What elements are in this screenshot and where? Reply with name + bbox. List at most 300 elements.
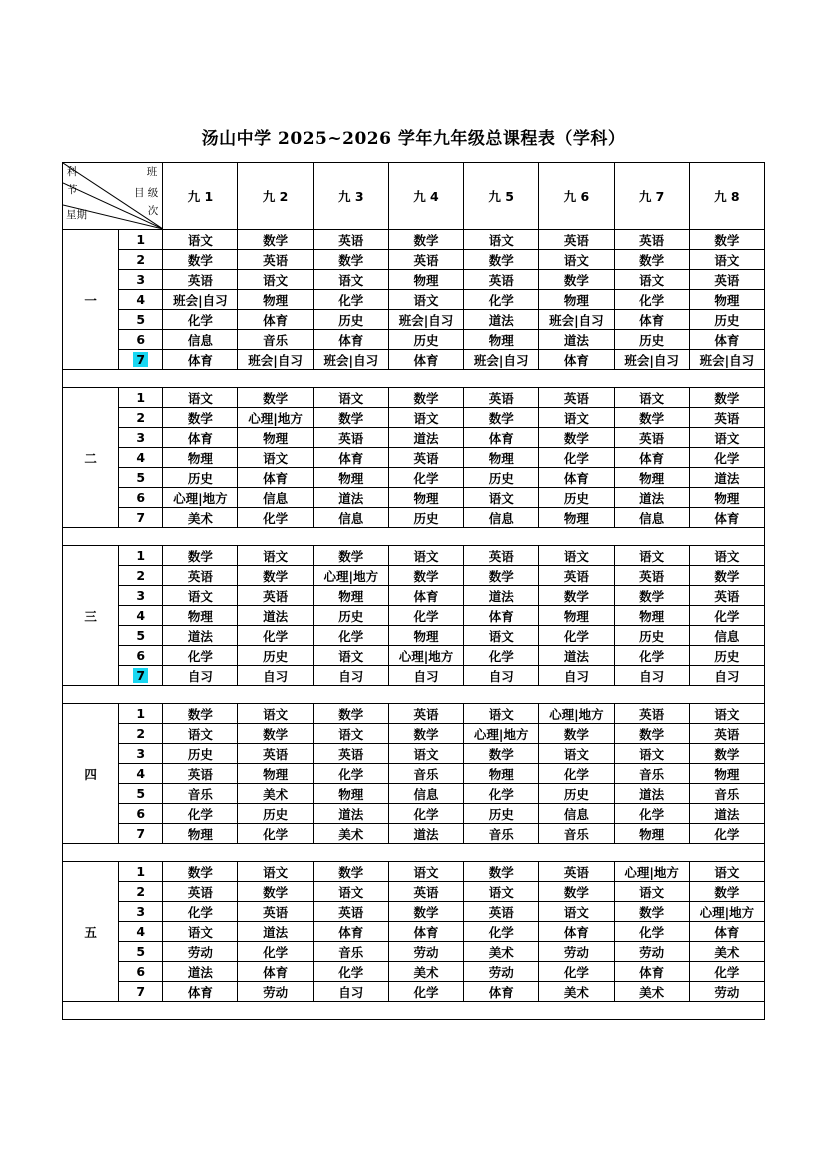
course-cell: 语文 xyxy=(313,388,388,408)
course-cell: 体育 xyxy=(464,428,539,448)
course-cell: 化学 xyxy=(689,962,764,982)
course-cell: 道法 xyxy=(464,586,539,606)
course-cell: 自习 xyxy=(614,666,689,686)
course-cell: 数学 xyxy=(614,724,689,744)
course-cell: 化学 xyxy=(689,448,764,468)
block-spacer-row xyxy=(63,844,765,862)
corner-diagonal-box xyxy=(63,163,162,229)
course-cell: 数学 xyxy=(163,408,238,428)
course-cell: 语文 xyxy=(689,428,764,448)
course-cell: 历史 xyxy=(614,330,689,350)
course-cell: 数学 xyxy=(388,724,463,744)
course-cell: 道法 xyxy=(388,428,463,448)
course-cell: 美术 xyxy=(689,942,764,962)
course-cell: 化学 xyxy=(539,626,614,646)
class-header-2: 九 2 xyxy=(238,163,313,230)
course-cell: 英语 xyxy=(614,566,689,586)
course-cell: 化学 xyxy=(539,962,614,982)
block-spacer-cell xyxy=(63,844,765,862)
course-cell: 体育 xyxy=(614,962,689,982)
course-cell: 语文 xyxy=(539,744,614,764)
course-cell: 历史 xyxy=(388,330,463,350)
course-cell: 数学 xyxy=(539,428,614,448)
course-cell: 道法 xyxy=(238,922,313,942)
course-cell: 数学 xyxy=(689,744,764,764)
course-cell: 语文 xyxy=(539,250,614,270)
course-cell: 物理 xyxy=(464,764,539,784)
course-cell: 数学 xyxy=(163,546,238,566)
page-title: 汤山中学 2025~2026 学年九年级总课程表（学科） xyxy=(201,129,626,149)
period-number: 6 xyxy=(119,646,163,666)
day-label-4: 四 xyxy=(63,704,119,844)
course-cell: 美术 xyxy=(539,982,614,1002)
course-cell: 数学 xyxy=(313,408,388,428)
course-cell: 自习 xyxy=(163,666,238,686)
course-cell: 英语 xyxy=(464,270,539,290)
course-cell: 物理 xyxy=(464,448,539,468)
course-cell: 心理|地方 xyxy=(388,646,463,666)
course-cell: 语文 xyxy=(313,270,388,290)
course-cell: 化学 xyxy=(163,804,238,824)
course-cell: 自习 xyxy=(313,982,388,1002)
course-cell: 美术 xyxy=(464,942,539,962)
course-cell: 心理|地方 xyxy=(163,488,238,508)
course-cell: 英语 xyxy=(388,704,463,724)
course-cell: 物理 xyxy=(388,270,463,290)
period-number: 2 xyxy=(119,566,163,586)
course-cell: 物理 xyxy=(238,428,313,448)
course-cell: 班会|自习 xyxy=(313,350,388,370)
course-cell: 英语 xyxy=(464,902,539,922)
course-cell: 物理 xyxy=(163,606,238,626)
course-cell: 班会|自习 xyxy=(689,350,764,370)
course-cell: 心理|地方 xyxy=(614,862,689,882)
table-row xyxy=(63,310,765,330)
course-cell: 语文 xyxy=(689,704,764,724)
day-label-2: 二 xyxy=(63,388,119,528)
course-cell: 历史 xyxy=(539,784,614,804)
course-cell: 体育 xyxy=(163,428,238,448)
course-cell: 美术 xyxy=(238,784,313,804)
day-label-3: 三 xyxy=(63,546,119,686)
course-cell: 英语 xyxy=(163,270,238,290)
course-cell: 语文 xyxy=(539,902,614,922)
course-cell: 数学 xyxy=(539,882,614,902)
period-number: 5 xyxy=(119,310,163,330)
course-cell: 语文 xyxy=(464,230,539,250)
course-cell: 物理 xyxy=(464,330,539,350)
course-cell: 英语 xyxy=(539,862,614,882)
course-cell: 英语 xyxy=(539,566,614,586)
course-cell: 物理 xyxy=(539,290,614,310)
table-row xyxy=(63,902,765,922)
course-cell: 体育 xyxy=(539,468,614,488)
course-cell: 语文 xyxy=(689,250,764,270)
period-number: 5 xyxy=(119,942,163,962)
course-cell: 语文 xyxy=(614,882,689,902)
corner-order-label: 目 级 xyxy=(133,187,159,199)
course-cell: 物理 xyxy=(614,606,689,626)
course-cell: 物理 xyxy=(163,448,238,468)
course-cell: 英语 xyxy=(614,428,689,448)
course-cell: 数学 xyxy=(689,230,764,250)
course-cell: 物理 xyxy=(614,468,689,488)
table-row xyxy=(63,764,765,784)
course-cell: 劳动 xyxy=(388,942,463,962)
corner-period-label: 节 xyxy=(67,184,78,196)
course-cell: 英语 xyxy=(464,388,539,408)
course-cell: 美术 xyxy=(614,982,689,1002)
course-cell: 英语 xyxy=(238,744,313,764)
course-cell: 历史 xyxy=(238,646,313,666)
course-cell: 英语 xyxy=(689,270,764,290)
course-cell: 班会|自习 xyxy=(464,350,539,370)
course-cell: 化学 xyxy=(614,922,689,942)
course-cell: 体育 xyxy=(689,508,764,528)
course-cell: 体育 xyxy=(689,922,764,942)
period-number: 6 xyxy=(119,962,163,982)
period-number: 1 xyxy=(119,230,163,250)
timetable-body xyxy=(63,163,765,1020)
course-cell: 数学 xyxy=(614,586,689,606)
period-number: 2 xyxy=(119,724,163,744)
course-cell: 语文 xyxy=(313,646,388,666)
course-cell: 美术 xyxy=(163,508,238,528)
course-cell: 道法 xyxy=(238,606,313,626)
course-cell: 道法 xyxy=(689,468,764,488)
course-cell: 信息 xyxy=(238,488,313,508)
course-cell: 语文 xyxy=(689,862,764,882)
course-cell: 数学 xyxy=(464,566,539,586)
course-cell: 自习 xyxy=(313,666,388,686)
course-cell: 英语 xyxy=(163,764,238,784)
course-cell: 语文 xyxy=(238,546,313,566)
course-cell: 信息 xyxy=(313,508,388,528)
course-cell: 数学 xyxy=(614,902,689,922)
course-cell: 化学 xyxy=(464,922,539,942)
block-spacer-row xyxy=(63,528,765,546)
table-row xyxy=(63,666,765,686)
course-cell: 物理 xyxy=(313,586,388,606)
table-row xyxy=(63,270,765,290)
course-cell: 英语 xyxy=(388,250,463,270)
period-number: 1 xyxy=(119,388,163,408)
table-row xyxy=(63,468,765,488)
course-cell: 数学 xyxy=(539,586,614,606)
course-cell: 心理|地方 xyxy=(238,408,313,428)
course-cell: 历史 xyxy=(464,804,539,824)
course-cell: 劳动 xyxy=(539,942,614,962)
period-number: 4 xyxy=(119,606,163,626)
course-cell: 化学 xyxy=(464,290,539,310)
class-header-1: 九 1 xyxy=(163,163,238,230)
course-cell: 班会|自习 xyxy=(539,310,614,330)
course-cell: 历史 xyxy=(388,508,463,528)
course-cell: 语文 xyxy=(163,230,238,250)
course-cell: 信息 xyxy=(163,330,238,350)
course-cell: 数学 xyxy=(689,882,764,902)
course-cell: 历史 xyxy=(163,468,238,488)
course-cell: 数学 xyxy=(313,862,388,882)
period-number: 3 xyxy=(119,270,163,290)
course-cell: 信息 xyxy=(464,508,539,528)
course-cell: 化学 xyxy=(614,290,689,310)
course-cell: 英语 xyxy=(238,586,313,606)
course-cell: 语文 xyxy=(539,408,614,428)
course-cell: 体育 xyxy=(238,962,313,982)
course-cell: 心理|地方 xyxy=(539,704,614,724)
class-header-3: 九 3 xyxy=(313,163,388,230)
course-cell: 化学 xyxy=(689,606,764,626)
course-cell: 自习 xyxy=(539,666,614,686)
course-cell: 音乐 xyxy=(313,942,388,962)
course-cell: 物理 xyxy=(238,290,313,310)
course-cell: 道法 xyxy=(539,646,614,666)
table-row xyxy=(63,824,765,844)
course-cell: 物理 xyxy=(539,508,614,528)
period-number xyxy=(119,666,163,686)
course-cell: 化学 xyxy=(238,626,313,646)
course-cell: 数学 xyxy=(689,566,764,586)
course-cell: 数学 xyxy=(238,388,313,408)
period-number: 3 xyxy=(119,744,163,764)
course-cell: 数学 xyxy=(464,408,539,428)
course-cell: 音乐 xyxy=(388,764,463,784)
block-spacer-row xyxy=(63,1002,765,1020)
course-cell: 美术 xyxy=(313,824,388,844)
course-cell: 英语 xyxy=(689,586,764,606)
class-header-5: 九 5 xyxy=(464,163,539,230)
table-row xyxy=(63,448,765,468)
block-spacer-cell xyxy=(63,686,765,704)
course-cell: 物理 xyxy=(313,784,388,804)
course-cell: 化学 xyxy=(313,626,388,646)
period-number: 7 xyxy=(119,508,163,528)
table-row xyxy=(63,488,765,508)
course-cell: 自习 xyxy=(689,666,764,686)
course-cell: 英语 xyxy=(539,230,614,250)
table-row xyxy=(63,982,765,1002)
period-number: 5 xyxy=(119,626,163,646)
course-cell: 音乐 xyxy=(689,784,764,804)
course-cell: 化学 xyxy=(163,310,238,330)
course-cell: 语文 xyxy=(313,724,388,744)
course-cell: 数学 xyxy=(163,862,238,882)
course-cell: 语文 xyxy=(388,290,463,310)
course-cell: 心理|地方 xyxy=(464,724,539,744)
course-cell: 体育 xyxy=(539,350,614,370)
course-cell: 物理 xyxy=(388,488,463,508)
course-cell: 英语 xyxy=(313,902,388,922)
period-number: 6 xyxy=(119,330,163,350)
course-cell: 语文 xyxy=(163,586,238,606)
course-cell: 音乐 xyxy=(163,784,238,804)
class-header-8: 九 8 xyxy=(689,163,764,230)
course-cell: 语文 xyxy=(238,270,313,290)
course-cell: 体育 xyxy=(464,982,539,1002)
course-cell: 音乐 xyxy=(614,764,689,784)
period-number: 1 xyxy=(119,704,163,724)
course-cell: 语文 xyxy=(614,744,689,764)
course-cell: 信息 xyxy=(689,626,764,646)
period-number-highlight: 7 xyxy=(133,668,148,683)
course-cell: 道法 xyxy=(313,488,388,508)
course-cell: 道法 xyxy=(689,804,764,824)
course-cell: 化学 xyxy=(313,962,388,982)
course-cell: 英语 xyxy=(388,448,463,468)
course-cell: 体育 xyxy=(388,586,463,606)
course-cell: 化学 xyxy=(614,646,689,666)
course-cell: 心理|地方 xyxy=(689,902,764,922)
table-row xyxy=(63,330,765,350)
course-cell: 数学 xyxy=(388,388,463,408)
course-cell: 英语 xyxy=(238,902,313,922)
course-cell: 语文 xyxy=(464,626,539,646)
course-cell: 数学 xyxy=(238,230,313,250)
course-cell: 语文 xyxy=(238,862,313,882)
table-row xyxy=(63,804,765,824)
day-label-1: 一 xyxy=(63,230,119,370)
course-cell: 道法 xyxy=(614,784,689,804)
table-row xyxy=(63,606,765,626)
course-cell: 化学 xyxy=(388,606,463,626)
course-cell: 数学 xyxy=(464,744,539,764)
course-cell: 语文 xyxy=(163,724,238,744)
course-cell: 化学 xyxy=(388,982,463,1002)
class-header-7: 九 7 xyxy=(614,163,689,230)
table-row xyxy=(63,290,765,310)
day-label-5: 五 xyxy=(63,862,119,1002)
course-cell: 数学 xyxy=(388,230,463,250)
course-cell: 数学 xyxy=(539,724,614,744)
course-cell: 语文 xyxy=(388,546,463,566)
course-cell: 数学 xyxy=(238,724,313,744)
course-cell: 语文 xyxy=(238,704,313,724)
period-number: 3 xyxy=(119,902,163,922)
table-row xyxy=(63,388,765,408)
table-row xyxy=(63,408,765,428)
course-cell: 班会|自习 xyxy=(614,350,689,370)
course-cell: 音乐 xyxy=(238,330,313,350)
course-cell: 语文 xyxy=(313,882,388,902)
period-number: 7 xyxy=(119,824,163,844)
table-row xyxy=(63,942,765,962)
table-row xyxy=(63,566,765,586)
course-cell: 体育 xyxy=(313,330,388,350)
course-cell: 英语 xyxy=(614,230,689,250)
course-cell: 物理 xyxy=(689,764,764,784)
course-cell: 数学 xyxy=(163,704,238,724)
course-cell: 班会|自习 xyxy=(238,350,313,370)
course-cell: 历史 xyxy=(313,310,388,330)
course-cell: 语文 xyxy=(238,448,313,468)
course-cell: 历史 xyxy=(689,310,764,330)
period-number: 6 xyxy=(119,488,163,508)
course-cell: 语文 xyxy=(689,546,764,566)
course-cell: 道法 xyxy=(614,488,689,508)
course-cell: 化学 xyxy=(388,468,463,488)
course-cell: 体育 xyxy=(464,606,539,626)
corner-header xyxy=(63,163,163,230)
course-cell: 物理 xyxy=(689,290,764,310)
table-row xyxy=(63,882,765,902)
course-cell: 数学 xyxy=(313,546,388,566)
period-number: 3 xyxy=(119,428,163,448)
table-row xyxy=(63,250,765,270)
timetable xyxy=(62,162,765,1020)
course-cell: 化学 xyxy=(238,508,313,528)
course-cell: 道法 xyxy=(163,626,238,646)
course-cell: 道法 xyxy=(163,962,238,982)
course-cell: 音乐 xyxy=(539,824,614,844)
corner-class-label: 班 xyxy=(146,166,158,178)
course-cell: 信息 xyxy=(388,784,463,804)
block-spacer-cell xyxy=(63,528,765,546)
course-cell: 化学 xyxy=(313,290,388,310)
course-cell: 数学 xyxy=(464,250,539,270)
course-cell: 自习 xyxy=(464,666,539,686)
course-cell: 语文 xyxy=(464,882,539,902)
course-cell: 英语 xyxy=(313,230,388,250)
course-cell: 英语 xyxy=(238,250,313,270)
course-cell: 体育 xyxy=(238,310,313,330)
course-cell: 语文 xyxy=(464,704,539,724)
period-number-highlight: 7 xyxy=(133,352,148,367)
course-cell: 语文 xyxy=(388,744,463,764)
course-cell: 音乐 xyxy=(464,824,539,844)
table-row xyxy=(63,428,765,448)
period-number: 4 xyxy=(119,764,163,784)
block-spacer-cell xyxy=(63,1002,765,1020)
course-cell: 道法 xyxy=(313,804,388,824)
course-cell: 语文 xyxy=(388,862,463,882)
course-cell: 数学 xyxy=(614,250,689,270)
course-cell: 体育 xyxy=(238,468,313,488)
course-cell: 物理 xyxy=(163,824,238,844)
course-cell: 美术 xyxy=(388,962,463,982)
period-number: 5 xyxy=(119,468,163,488)
course-cell: 化学 xyxy=(238,942,313,962)
course-cell: 历史 xyxy=(464,468,539,488)
course-cell: 数学 xyxy=(539,270,614,290)
class-header-4: 九 4 xyxy=(388,163,463,230)
timetable-sheet xyxy=(62,162,765,1020)
course-cell: 物理 xyxy=(614,824,689,844)
course-cell: 数学 xyxy=(464,862,539,882)
block-spacer-cell xyxy=(63,370,765,388)
course-cell: 数学 xyxy=(689,388,764,408)
period-number: 3 xyxy=(119,586,163,606)
period-number: 4 xyxy=(119,290,163,310)
period-number: 4 xyxy=(119,922,163,942)
table-row xyxy=(63,744,765,764)
course-cell: 英语 xyxy=(388,882,463,902)
course-cell: 信息 xyxy=(614,508,689,528)
course-cell: 英语 xyxy=(539,388,614,408)
course-cell: 英语 xyxy=(614,704,689,724)
course-cell: 化学 xyxy=(388,804,463,824)
course-cell: 语文 xyxy=(614,388,689,408)
course-cell: 劳动 xyxy=(464,962,539,982)
course-cell: 语文 xyxy=(464,488,539,508)
table-row xyxy=(63,350,765,370)
course-cell: 语文 xyxy=(388,408,463,428)
block-spacer-row xyxy=(63,686,765,704)
table-row xyxy=(63,862,765,882)
course-cell: 劳动 xyxy=(614,942,689,962)
period-number: 7 xyxy=(119,982,163,1002)
course-cell: 物理 xyxy=(689,488,764,508)
